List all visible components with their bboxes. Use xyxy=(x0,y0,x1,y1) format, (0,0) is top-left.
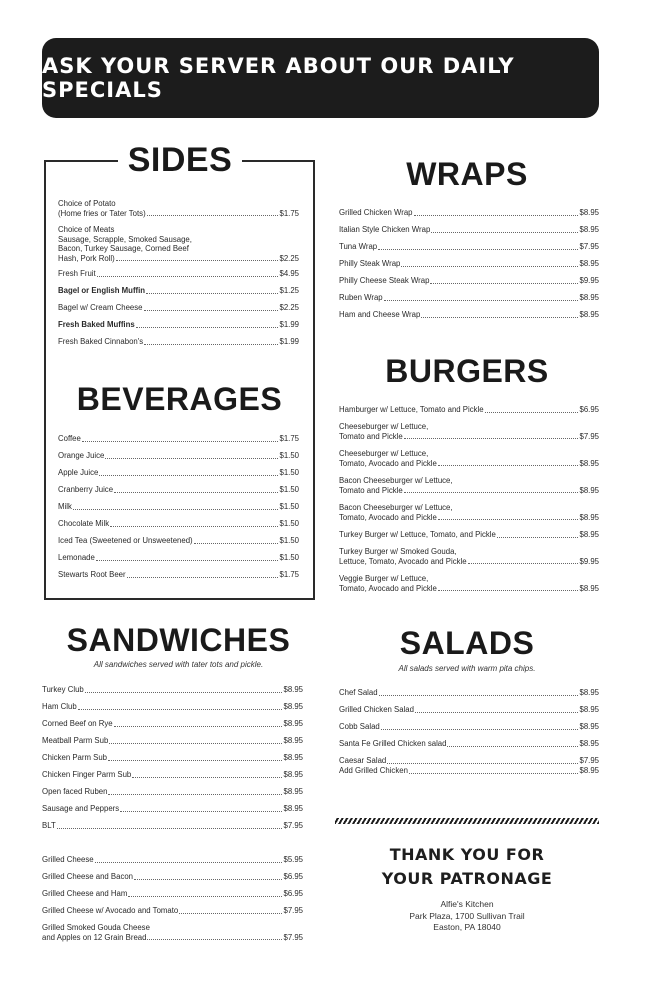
menu-item-name: Open faced Ruben xyxy=(42,787,108,796)
sandwiches-menu-item xyxy=(42,685,303,695)
burgers-menu-item xyxy=(339,449,599,468)
sandwiches-menu-item xyxy=(42,736,303,746)
dot-leader xyxy=(421,317,578,318)
menu-item-name: Chicken Parm Sub xyxy=(42,753,108,762)
dot-leader xyxy=(387,763,578,764)
menu-item-price: $8.95 xyxy=(579,259,599,268)
menu-item-price: $6.95 xyxy=(579,405,599,414)
menu-item-price: $1.50 xyxy=(279,468,299,477)
menu-item-price: $8.95 xyxy=(579,310,599,319)
menu-item-name: Tomato and Pickle xyxy=(339,431,403,441)
salads-menu-item xyxy=(339,766,599,776)
menu-item-name: Corned Beef on Rye xyxy=(42,719,113,728)
menu-item-name: Turkey Club xyxy=(42,685,84,694)
menu-item-price: $1.50 xyxy=(279,553,299,562)
menu-item-name: Chocolate Milk xyxy=(58,519,110,528)
menu-item-price: $7.95 xyxy=(283,821,303,830)
sandwiches-title: SANDWICHES xyxy=(66,622,291,658)
dot-leader xyxy=(120,811,282,812)
beverages-menu-item xyxy=(58,519,299,529)
menu-item-name: Tomato, Avocado and Pickle xyxy=(339,512,437,522)
restaurant-street: Park Plaza, 1700 Sullivan Trail xyxy=(409,910,525,921)
dot-leader xyxy=(381,729,579,730)
sides-menu-item xyxy=(58,337,299,347)
dot-leader xyxy=(82,441,279,442)
menu-item-price: $8.95 xyxy=(579,225,599,234)
salads-menu-item xyxy=(339,739,599,749)
dot-leader xyxy=(179,913,282,914)
menu-item-name: Grilled Cheese w/ Avocado and Tomato xyxy=(42,906,179,915)
sides-menu-item xyxy=(58,286,299,296)
menu-item-name: Iced Tea (Sweetened or Unsweetened) xyxy=(58,536,193,545)
sandwiches-menu-item xyxy=(42,821,303,831)
thank-you-message xyxy=(335,843,599,891)
menu-item-price: $8.95 xyxy=(579,722,599,731)
thanks-line-2: YOUR PATRONAGE xyxy=(381,869,553,888)
menu-item-name: Ruben Wrap xyxy=(339,293,383,302)
menu-item-price: $7.95 xyxy=(283,906,303,915)
menu-item-name: Chicken Finger Parm Sub xyxy=(42,770,132,779)
sides-menu-item xyxy=(58,303,299,313)
sandwiches-menu-item xyxy=(42,804,303,814)
menu-item-price: $8.95 xyxy=(579,583,599,593)
menu-item-name: Sausage and Peppers xyxy=(42,804,120,813)
salads-subtitle: All salads served with warm pita chips. xyxy=(398,664,536,673)
menu-item-description: Choice of Potato xyxy=(58,199,116,208)
menu-item-price: $1.25 xyxy=(279,286,299,295)
menu-item-name: Stewarts Root Beer xyxy=(58,570,126,579)
dot-leader xyxy=(438,519,579,520)
dot-leader xyxy=(431,232,578,233)
beverages-menu-item xyxy=(58,536,299,546)
menu-item-name: Fresh Baked Muffins xyxy=(58,320,135,329)
menu-item-price: $2.25 xyxy=(279,253,299,263)
menu-item-name: Ham Club xyxy=(42,702,77,711)
menu-item-price: $8.95 xyxy=(283,770,303,779)
divider-stripe xyxy=(335,818,599,824)
menu-item-price: $4.95 xyxy=(279,269,299,278)
menu-item-price: $1.50 xyxy=(279,519,299,528)
menu-item-name: Grilled Cheese xyxy=(42,855,94,864)
menu-item-price: $1.50 xyxy=(279,502,299,511)
menu-item-name: Philly Steak Wrap xyxy=(339,259,401,268)
salads-menu-item xyxy=(339,705,599,715)
menu-item-price: $1.50 xyxy=(279,451,299,460)
burgers-menu-item xyxy=(339,547,599,566)
menu-item-price: $2.25 xyxy=(279,303,299,312)
menu-item-name: Ham and Cheese Wrap xyxy=(339,310,421,319)
menu-item-name: Santa Fe Grilled Chicken salad xyxy=(339,739,447,748)
dot-leader xyxy=(109,743,282,744)
dot-leader xyxy=(108,794,282,795)
dot-leader xyxy=(379,695,579,696)
menu-item-price: $8.95 xyxy=(579,739,599,748)
beverages-menu-item xyxy=(58,451,299,461)
menu-item-price: $8.95 xyxy=(579,688,599,697)
sandwiches-menu-item xyxy=(42,855,303,865)
menu-item-name: Turkey Burger w/ Lettuce, Tomato, and Pickle xyxy=(339,530,496,539)
menu-item-name: Lemonade xyxy=(58,553,95,562)
restaurant-name: Alfie's Kitchen xyxy=(440,899,494,909)
menu-item-name: Tomato, Avocado and Pickle xyxy=(339,458,437,468)
burgers-menu-item xyxy=(339,574,599,593)
menu-item-description: Veggie Burger w/ Lettuce, xyxy=(339,574,429,583)
sandwiches-menu-item xyxy=(42,906,303,916)
beverages-menu-item xyxy=(58,485,299,495)
menu-item-name: Bagel w/ Cream Cheese xyxy=(58,303,143,312)
dot-leader xyxy=(132,777,282,778)
menu-item-name: Tomato, Avocado and Pickle xyxy=(339,583,437,593)
menu-item-name: Hamburger w/ Lettuce, Tomato and Pickle xyxy=(339,405,484,414)
menu-item-price: $9.95 xyxy=(579,276,599,285)
beverages-menu-item xyxy=(58,468,299,478)
dot-leader xyxy=(485,412,579,413)
menu-item-price: $6.95 xyxy=(283,889,303,898)
dot-leader xyxy=(147,939,282,940)
dot-leader xyxy=(447,746,578,747)
menu-item-name: Hash, Pork Roll) xyxy=(58,253,115,263)
dot-leader xyxy=(85,692,283,693)
menu-item-name: Tomato and Pickle xyxy=(339,485,403,495)
wraps-menu-item xyxy=(339,310,599,320)
dot-leader xyxy=(438,590,579,591)
sandwiches-menu-item xyxy=(42,719,303,729)
dot-leader xyxy=(114,726,283,727)
dot-leader xyxy=(438,465,579,466)
dot-leader xyxy=(78,709,283,710)
menu-item-price: $5.95 xyxy=(283,855,303,864)
menu-item-name: Chef Salad xyxy=(339,688,378,697)
wraps-menu-item xyxy=(339,259,599,269)
menu-item-name: BLT xyxy=(42,821,56,830)
menu-item-description: Bacon Cheeseburger w/ Lettuce, xyxy=(339,503,453,512)
menu-item-price: $8.95 xyxy=(283,736,303,745)
menu-item-price: $7.95 xyxy=(579,756,599,765)
dot-leader xyxy=(384,300,579,301)
sides-menu-item xyxy=(58,199,299,218)
dot-leader xyxy=(497,537,579,538)
burgers-menu-item xyxy=(339,422,599,441)
menu-item-price: $8.95 xyxy=(283,804,303,813)
menu-item-name: Meatball Parm Sub xyxy=(42,736,109,745)
menu-item-price: $7.95 xyxy=(579,431,599,441)
dot-leader xyxy=(409,773,579,774)
menu-item-price: $8.95 xyxy=(283,787,303,796)
sides-menu-item xyxy=(58,320,299,330)
sandwiches-menu-item xyxy=(42,702,303,712)
menu-item-price: $1.50 xyxy=(279,485,299,494)
salads-menu-item xyxy=(339,722,599,732)
burgers-menu-item xyxy=(339,530,599,540)
menu-item-name: Grilled Cheese and Bacon xyxy=(42,872,134,881)
dot-leader xyxy=(99,475,278,476)
menu-item-name: Cranberry Juice xyxy=(58,485,114,494)
wraps-menu-item xyxy=(339,293,599,303)
restaurant-address xyxy=(335,899,599,934)
beverages-menu-item xyxy=(58,553,299,563)
menu-item-description: Cheeseburger w/ Lettuce, xyxy=(339,449,429,458)
menu-item-price: $8.95 xyxy=(579,766,599,775)
dot-leader xyxy=(468,563,579,564)
sandwiches-subtitle: All sandwiches served with tater tots and pickle. xyxy=(93,660,264,669)
menu-item-name: Fresh Fruit xyxy=(58,269,96,278)
menu-item-price: $8.95 xyxy=(579,705,599,714)
beverages-menu-item xyxy=(58,570,299,580)
wraps-menu-item xyxy=(339,242,599,252)
sandwiches-menu-item xyxy=(42,753,303,763)
burgers-title: BURGERS xyxy=(385,353,549,389)
thanks-line-1: THANK YOU FOR xyxy=(389,845,545,864)
menu-item-price: $8.95 xyxy=(283,685,303,694)
menu-item-name: Cobb Salad xyxy=(339,722,380,731)
dot-leader xyxy=(144,310,279,311)
dot-leader xyxy=(108,760,282,761)
menu-item-price: $1.75 xyxy=(279,208,299,218)
menu-item-description: Turkey Burger w/ Smoked Gouda, xyxy=(339,547,457,556)
menu-item-price: $8.95 xyxy=(283,702,303,711)
dot-leader xyxy=(414,215,579,216)
menu-item-description: Bacon, Turkey Sausage, Corned Beef xyxy=(58,244,189,254)
dot-leader xyxy=(110,526,278,527)
menu-item-name: Add Grilled Chicken xyxy=(339,766,408,775)
salads-menu-item xyxy=(339,756,599,766)
menu-item-name: Orange Juice xyxy=(58,451,105,460)
dot-leader xyxy=(114,492,278,493)
menu-item-price: $9.95 xyxy=(579,556,599,566)
dot-leader xyxy=(136,327,279,328)
menu-item-price: $8.95 xyxy=(283,719,303,728)
sides-menu-item xyxy=(58,269,299,279)
sandwiches-menu-item xyxy=(42,787,303,797)
beverages-menu-item xyxy=(58,502,299,512)
wraps-menu-item xyxy=(339,225,599,235)
menu-item-description: Bacon Cheeseburger w/ Lettuce, xyxy=(339,476,453,485)
sandwiches-menu-item xyxy=(42,872,303,882)
dot-leader xyxy=(96,560,279,561)
wraps-menu-item xyxy=(339,276,599,286)
menu-item-name: Philly Cheese Steak Wrap xyxy=(339,276,430,285)
dot-leader xyxy=(401,266,578,267)
menu-item-description: Cheeseburger w/ Lettuce, xyxy=(339,422,429,431)
dot-leader xyxy=(105,458,278,459)
sandwiches-menu-item xyxy=(42,770,303,780)
salads-menu-item xyxy=(339,688,599,698)
burgers-menu-item xyxy=(339,405,599,415)
menu-item-description: Choice of Meats xyxy=(58,225,115,234)
menu-item-name: Coffee xyxy=(58,434,81,443)
dot-leader xyxy=(147,215,279,216)
dot-leader xyxy=(415,712,579,713)
menu-item-price: $8.95 xyxy=(579,530,599,539)
dot-leader xyxy=(430,283,578,284)
sides-title: SIDES xyxy=(118,143,242,177)
menu-item-price: $1.50 xyxy=(279,536,299,545)
burgers-menu-item xyxy=(339,476,599,495)
banner-text: ASK YOUR SERVER ABOUT OUR DAILY SPECIALS xyxy=(42,54,515,102)
menu-item-name: Lettuce, Tomato, Avocado and Pickle xyxy=(339,556,467,566)
dot-leader xyxy=(57,828,283,829)
dot-leader xyxy=(73,509,279,510)
menu-item-price: $8.95 xyxy=(579,512,599,522)
dot-leader xyxy=(127,577,279,578)
dot-leader xyxy=(378,249,578,250)
dot-leader xyxy=(97,276,279,277)
menu-item-name: Bagel or English Muffin xyxy=(58,286,146,295)
salads-title: SALADS xyxy=(399,625,535,661)
menu-item-name: (Home fries or Tater Tots) xyxy=(58,208,146,218)
beverages-menu-item xyxy=(58,434,299,444)
menu-item-name: Fresh Baked Cinnabon's xyxy=(58,337,144,346)
dot-leader xyxy=(194,543,279,544)
menu-item-name: and Apples on 12 Grain Bread xyxy=(42,932,147,942)
beverages-title: BEVERAGES xyxy=(76,381,283,417)
menu-item-price: $1.75 xyxy=(279,434,299,443)
dot-leader xyxy=(134,879,282,880)
menu-item-price: $8.95 xyxy=(579,208,599,217)
wraps-title: WRAPS xyxy=(406,156,528,192)
menu-item-price: $1.75 xyxy=(279,570,299,579)
menu-item-price: $8.95 xyxy=(283,753,303,762)
dot-leader xyxy=(146,293,278,294)
burgers-menu-item xyxy=(339,503,599,522)
menu-item-description: Sausage, Scrapple, Smoked Sausage, xyxy=(58,234,192,244)
menu-item-name: Grilled Chicken Salad xyxy=(339,705,414,714)
menu-item-name: Apple Juice xyxy=(58,468,99,477)
dot-leader xyxy=(116,260,279,261)
menu-item-price: $7.95 xyxy=(579,242,599,251)
menu-item-name: Caesar Salad xyxy=(339,756,387,765)
menu-item-price: $7.95 xyxy=(283,932,303,942)
wraps-menu-item xyxy=(339,208,599,218)
menu-item-price: $8.95 xyxy=(579,485,599,495)
menu-item-name: Grilled Cheese and Ham xyxy=(42,889,128,898)
menu-item-price: $1.99 xyxy=(279,337,299,346)
restaurant-city: Easton, PA 18040 xyxy=(433,922,501,932)
specials-banner xyxy=(42,38,599,118)
sandwiches-menu-item xyxy=(42,889,303,899)
sides-menu-item xyxy=(58,225,299,263)
sandwiches-menu-item xyxy=(42,923,303,942)
dot-leader xyxy=(404,492,579,493)
menu-item-description: Grilled Smoked Gouda Cheese xyxy=(42,923,150,932)
dot-leader xyxy=(128,896,282,897)
menu-item-name: Italian Style Chicken Wrap xyxy=(339,225,431,234)
dot-leader xyxy=(95,862,283,863)
menu-item-price: $1.99 xyxy=(279,320,299,329)
dot-leader xyxy=(144,344,278,345)
menu-item-name: Tuna Wrap xyxy=(339,242,378,251)
menu-item-name: Grilled Chicken Wrap xyxy=(339,208,413,217)
menu-item-price: $8.95 xyxy=(579,458,599,468)
menu-item-name: Milk xyxy=(58,502,72,511)
dot-leader xyxy=(404,438,579,439)
menu-item-price: $8.95 xyxy=(579,293,599,302)
menu-item-price: $6.95 xyxy=(283,872,303,881)
